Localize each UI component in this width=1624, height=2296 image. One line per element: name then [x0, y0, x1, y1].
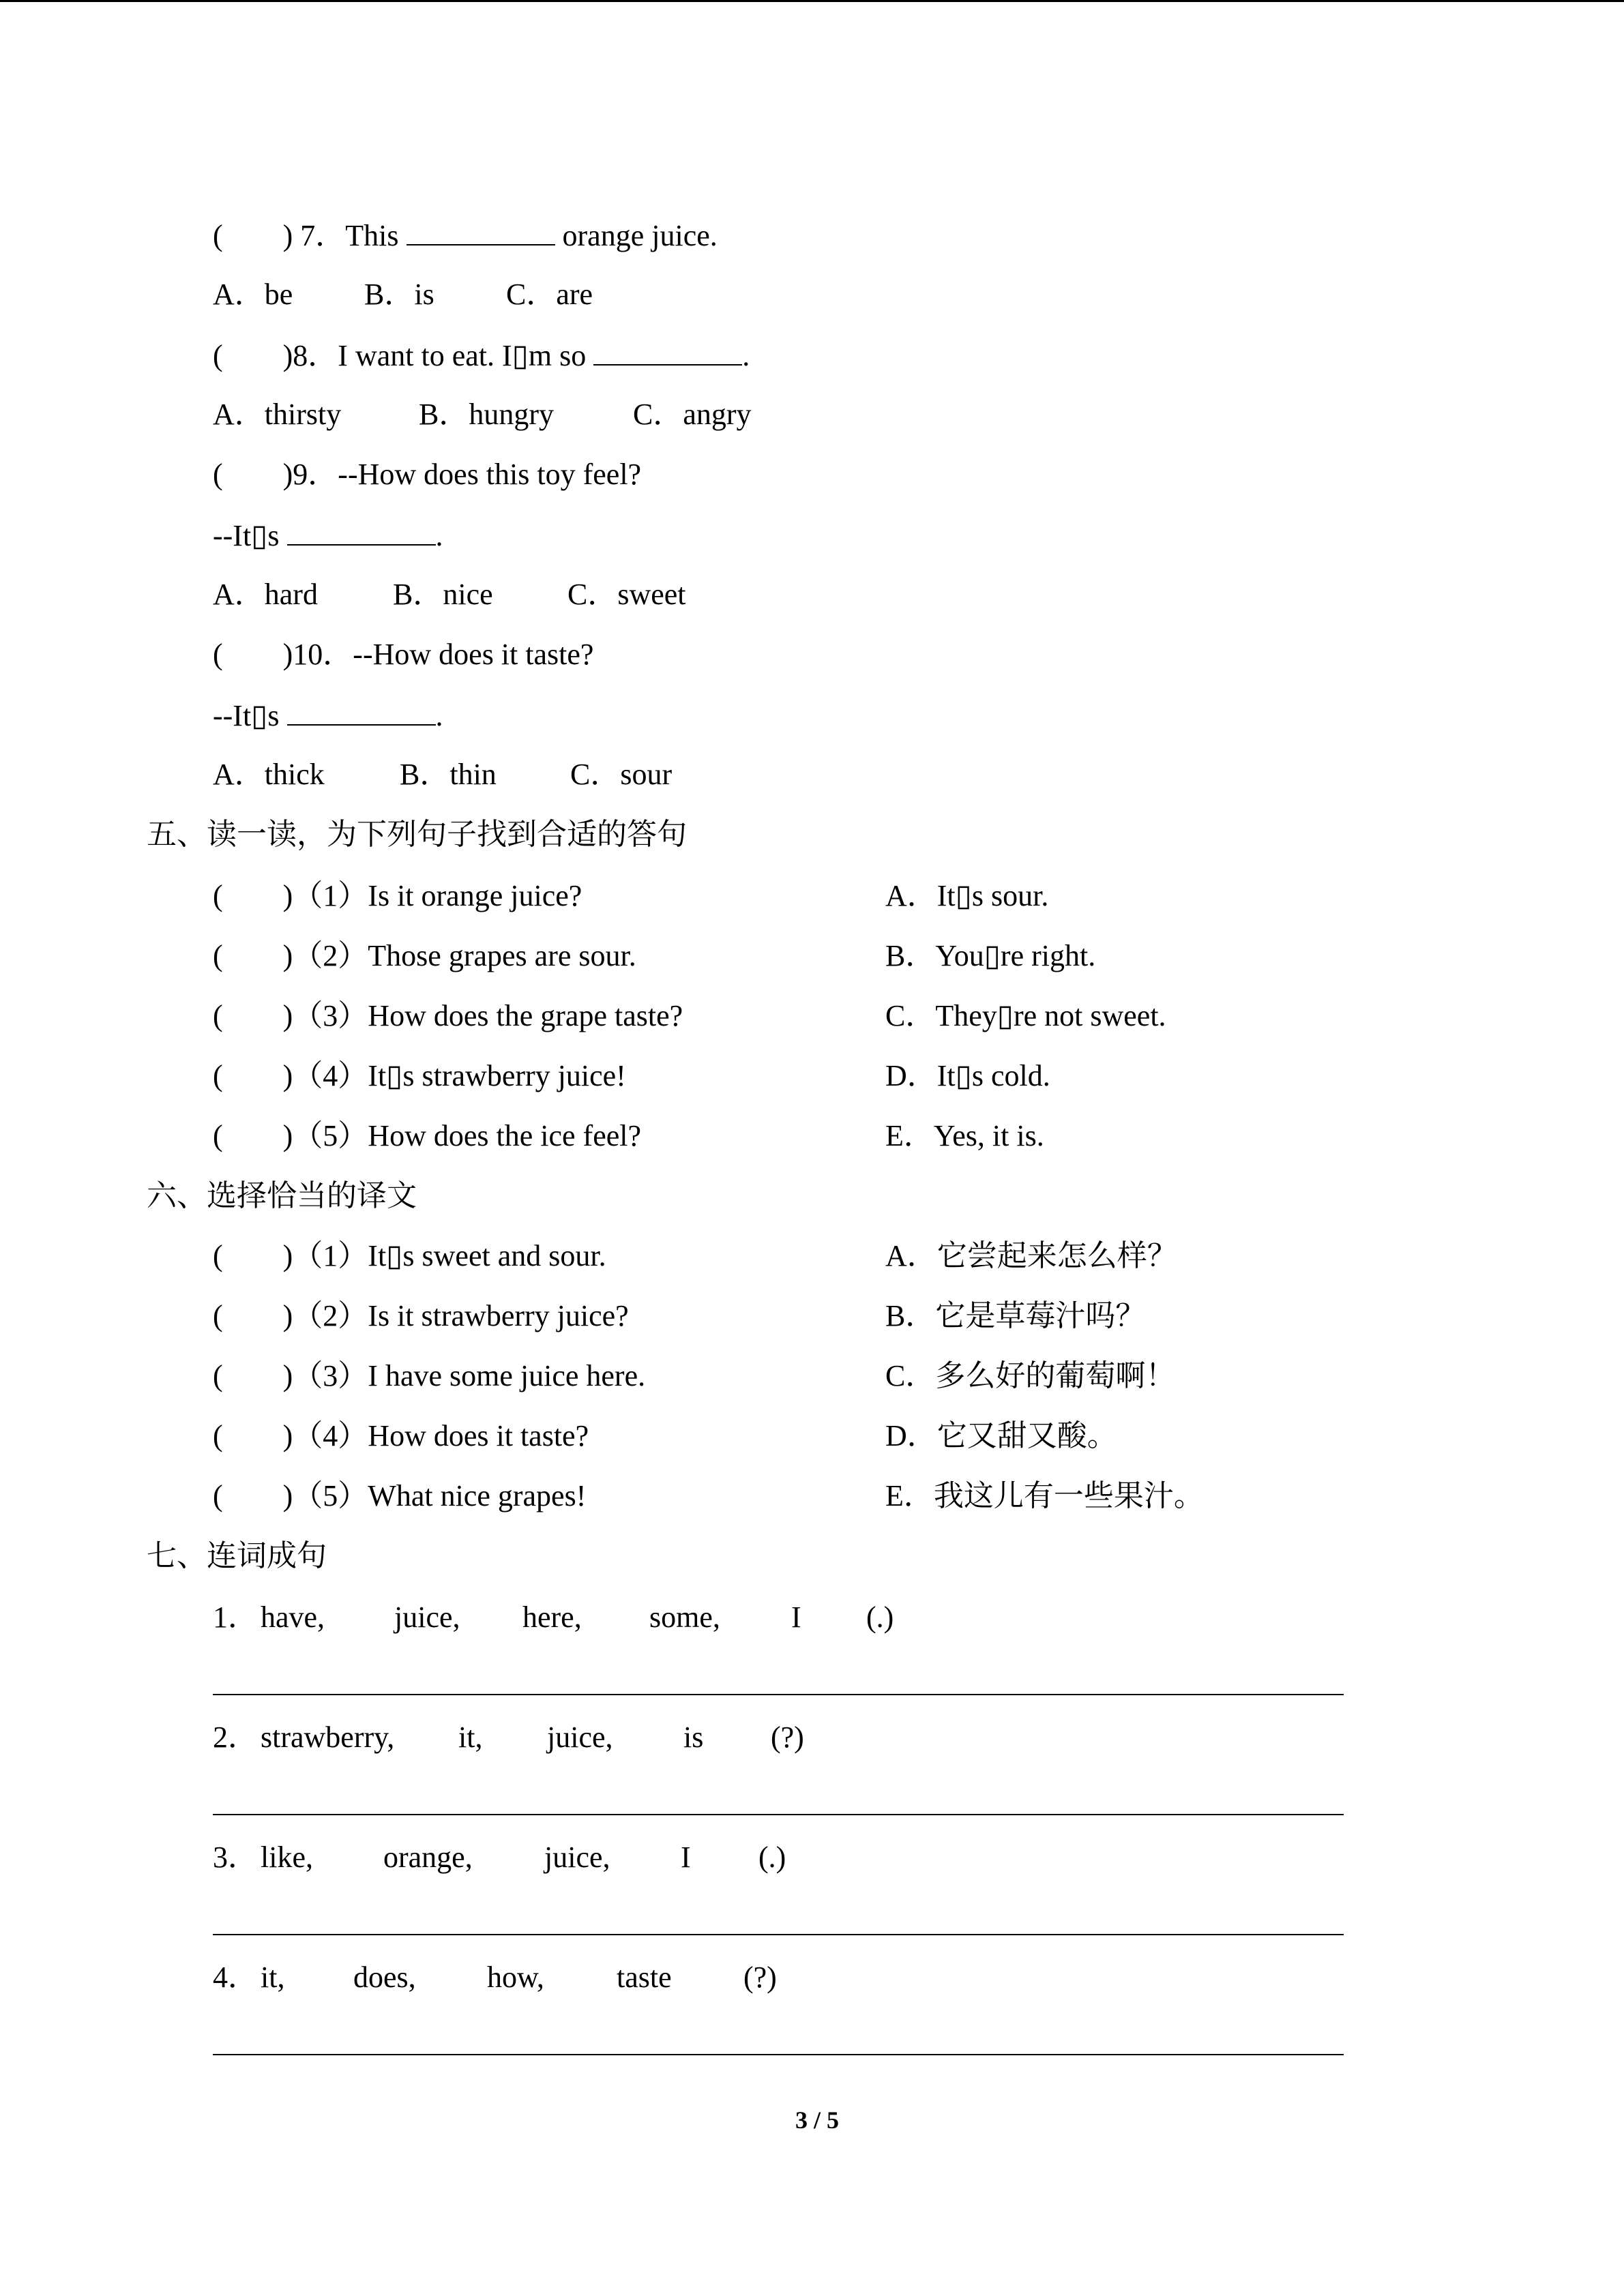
q9-answer-line: --It▯s . — [213, 519, 443, 552]
option-a[interactable]: A．thick — [213, 758, 325, 791]
s6-question[interactable]: ( )（1）It▯s sweet and sour. — [213, 1239, 606, 1272]
s5-answer: A．It▯s sour. — [885, 879, 1049, 912]
s5-question[interactable]: ( )（1）Is it orange juice? — [213, 879, 582, 912]
answer-blank[interactable] — [287, 700, 436, 726]
q7-line: ( ) 7．This orange juice. — [213, 219, 718, 252]
s7-item-3: 3． like, orange, juice, I (.) — [213, 1840, 786, 1874]
s6-question[interactable]: ( )（3）I have some juice here. — [213, 1359, 646, 1392]
option-c[interactable]: C．are — [506, 278, 593, 311]
s5-question[interactable]: ( )（5）How does the ice feel? — [213, 1119, 642, 1152]
q8-line: ( )8．I want to eat. I▯m so . — [213, 339, 750, 372]
option-b[interactable]: B．hungry — [419, 398, 554, 431]
section7-title: 七、连词成句 — [147, 1539, 327, 1572]
s5-answer: D．It▯s cold. — [885, 1059, 1050, 1092]
option-b[interactable]: B．thin — [400, 758, 497, 791]
s6-translation: B．它是草莓汁吗？ — [885, 1299, 1146, 1332]
answer-blank[interactable] — [593, 340, 742, 366]
q10-answer-line: --It▯s . — [213, 699, 443, 732]
section6-title: 六、选择恰当的译文 — [147, 1179, 417, 1212]
option-a[interactable]: A．be — [213, 278, 293, 311]
s6-translation: C．多么好的葡萄啊！ — [885, 1359, 1176, 1392]
s6-translation: A．它尝起来怎么样？ — [885, 1239, 1177, 1272]
s6-question[interactable]: ( )（2）Is it strawberry juice? — [213, 1299, 629, 1332]
q9-options — [213, 580, 686, 610]
s5-question[interactable]: ( )（4）It▯s strawberry juice! — [213, 1059, 626, 1092]
page-number: 3 / 5 — [795, 2106, 840, 2134]
s5-answer: B．You▯re right. — [885, 939, 1096, 972]
s6-translation: D．它又甜又酸。 — [885, 1419, 1117, 1452]
option-b[interactable]: B．is — [364, 278, 434, 311]
q8-options — [213, 400, 752, 430]
answer-blank[interactable] — [407, 220, 555, 245]
s5-answer: C．They▯re not sweet. — [885, 999, 1166, 1032]
s7-item-2: 2． strawberry, it, juice, is (?) — [213, 1720, 804, 1754]
option-c[interactable]: C．sweet — [567, 578, 686, 611]
s6-question[interactable]: ( )（5）What nice grapes! — [213, 1479, 587, 1512]
q9-line: ( )9．--How does this toy feel? — [213, 458, 642, 491]
answer-line[interactable] — [213, 1934, 1344, 1935]
s6-translation: E．我这儿有一些果汁。 — [885, 1479, 1204, 1512]
q10-line: ( )10．--How does it taste? — [213, 638, 594, 671]
answer-blank[interactable] — [287, 520, 436, 546]
q10-options — [213, 760, 672, 790]
s7-item-4: 4． it, does, how, taste (?) — [213, 1960, 777, 1994]
option-b[interactable]: B．nice — [393, 578, 493, 611]
s5-answer: E．Yes, it is. — [885, 1119, 1044, 1152]
q7-options — [213, 280, 593, 310]
answer-line[interactable] — [213, 1694, 1344, 1695]
option-c[interactable]: C．sour — [570, 758, 673, 791]
answer-line[interactable] — [213, 1814, 1344, 1815]
top-border — [0, 0, 1624, 2]
option-a[interactable]: A．hard — [213, 578, 318, 611]
option-c[interactable]: C．angry — [633, 398, 752, 431]
answer-line[interactable] — [213, 2054, 1344, 2055]
s5-question[interactable]: ( )（2）Those grapes are sour. — [213, 939, 636, 972]
s6-question[interactable]: ( )（4）How does it taste? — [213, 1419, 589, 1452]
s5-question[interactable]: ( )（3）How does the grape taste? — [213, 999, 683, 1032]
s7-item-1: 1． have, juice, here, some, I (.) — [213, 1600, 894, 1634]
section5-title: 五、读一读，为下列句子找到合适的答句 — [147, 818, 687, 851]
option-a[interactable]: A．thirsty — [213, 398, 342, 431]
